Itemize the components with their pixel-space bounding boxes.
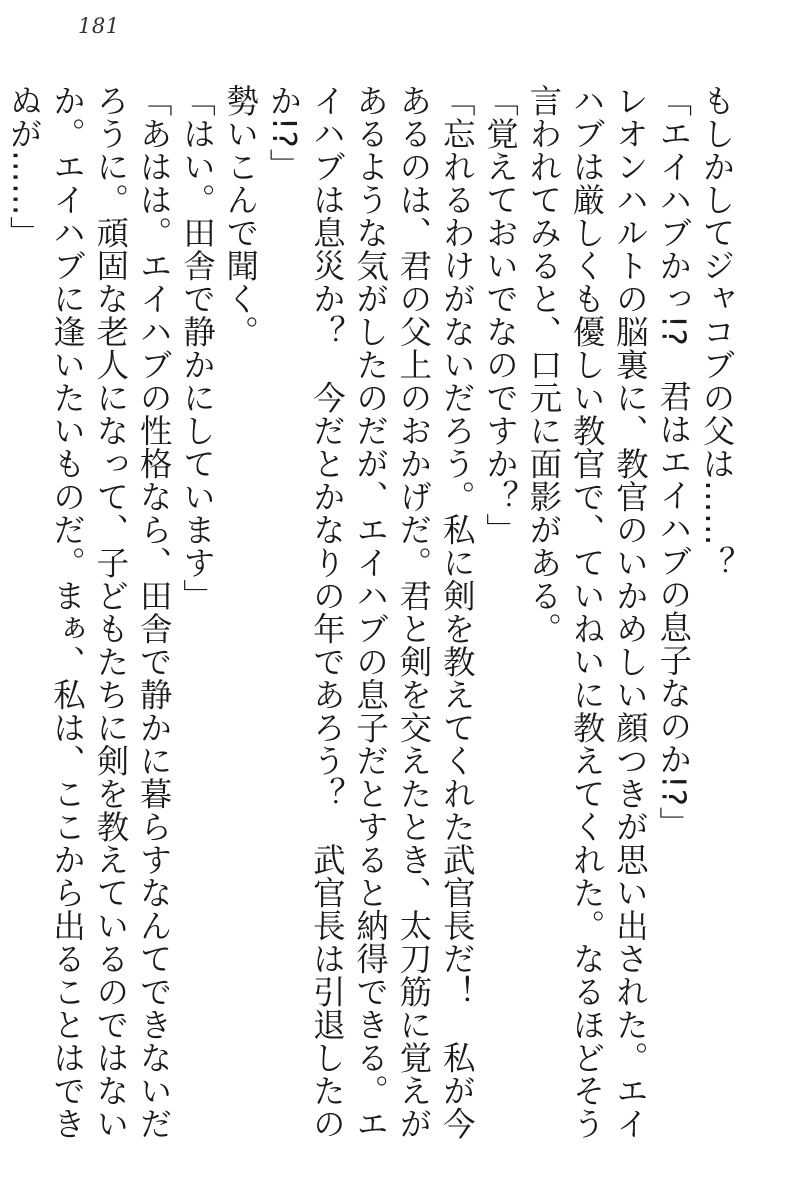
vertical-text-body [0,84,738,1164]
paragraph: 「覚えておいでなのですか？」 [481,84,520,546]
page-number: 181 [78,14,120,38]
paragraph: 「はい。田舎で静かにしています」 [178,84,217,612]
paragraph: 「忘れるわけがないだろう。私に剣を教えてくれた武官長だ！ 私が今あるのは、君の父上のおかげだ。君と剣を交えたとき、太刀筋に覚えがあるような気がしたのだが、エイハブの息子だとすると納得できる。エイハブは息災か？ 今だとかなりの年であろう？ 武官長は引退したのか!?」 [265,84,477,1140]
paragraph: 「あはは。エイハブの性格なら、田舎で静かに暮らすなんてできないだろうに。頑固な老人になって、子どもたちに剣を教えているのではないか。エイハブに逢いたいものだ。まぁ、私は、ここから出ることはできぬが……」 [5,84,174,1140]
paragraph [0,84,2,1164]
paragraph: もしかしてジャコブの父は……？ [698,84,736,579]
paragraph: 勢いこんで聞く。 [221,84,260,348]
paragraph: レオンハルトの脳裏に、教官のいかめしい顔つきが思い出された。エイハブは厳しくも優しい教官で、ていねいに教えてくれた。なるほどそう言われてみると、口元に面影がある。 [524,84,650,1140]
paragraph: 「エイハブかっ!? 君はエイハブの息子なのか!?」 [654,84,693,840]
